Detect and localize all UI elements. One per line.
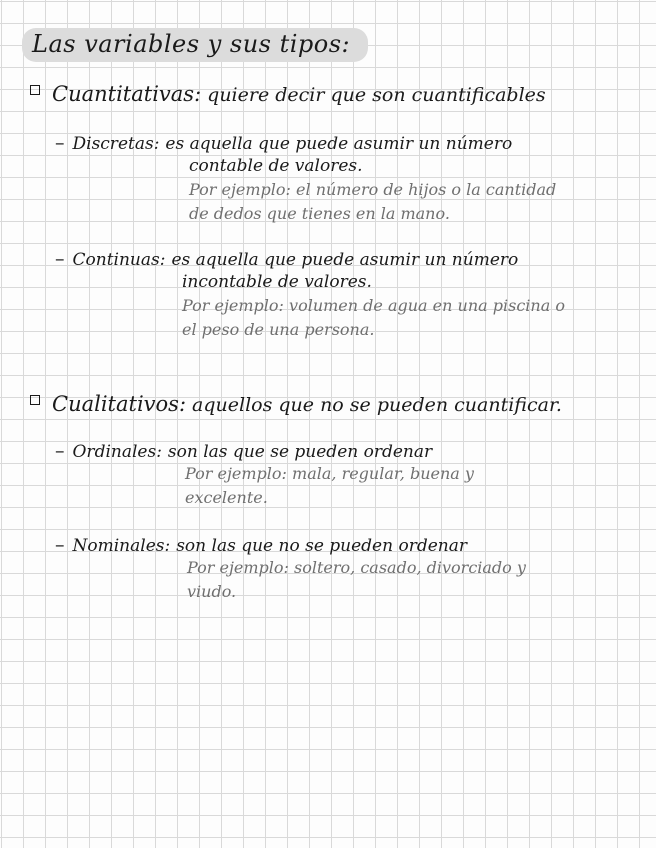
section-description: quiere decir que son cuantificables xyxy=(207,84,546,106)
dash-bullet-icon: – xyxy=(55,132,65,154)
section-cuantitativas xyxy=(30,82,546,106)
section-cualitativos xyxy=(30,392,562,416)
page-title: Las variables y sus tipos: xyxy=(32,30,351,58)
example-line: viudo. xyxy=(187,582,237,601)
subtype-continuas xyxy=(55,248,645,342)
subtype-name: Nominales: xyxy=(72,536,171,556)
section-title: Cuantitativas: xyxy=(52,82,202,106)
title-highlight xyxy=(22,28,368,62)
section-title: Cualitativos: xyxy=(52,392,187,416)
example-line: excelente. xyxy=(185,488,268,507)
subtype-name: Ordinales: xyxy=(72,442,162,462)
example-line: Por ejemplo: soltero, casado, divorciado y xyxy=(187,558,526,577)
dash-bullet-icon: – xyxy=(55,440,65,462)
example-line: el peso de una persona. xyxy=(182,320,375,339)
checkbox-square-icon xyxy=(30,395,40,405)
subtype-description: es aquella que puede asumir un número xyxy=(171,250,519,270)
subtype-description: son las que se pueden ordenar xyxy=(167,442,433,462)
subtype-name: Continuas: xyxy=(72,250,166,270)
subtype-ordinales xyxy=(55,440,645,510)
checkbox-square-icon xyxy=(30,85,40,95)
subtype-discretas xyxy=(55,132,645,226)
subtype-description: son las que no se pueden ordenar xyxy=(176,536,467,556)
example-line: Por ejemplo: volumen de agua en una piscina o xyxy=(182,296,565,315)
dash-bullet-icon: – xyxy=(55,534,65,556)
example-line: Por ejemplo: el número de hijos o la cantidad xyxy=(189,180,557,199)
dash-bullet-icon: – xyxy=(55,248,65,270)
subtype-description: es aquella que puede asumir un número xyxy=(165,134,513,154)
example-line: de dedos que tienes en la mano. xyxy=(189,204,450,223)
subtype-nominales xyxy=(55,534,645,604)
subtype-description-continued: contable de valores. xyxy=(189,156,363,176)
subtype-description-continued: incontable de valores. xyxy=(182,272,372,292)
section-description: aquellos que no se pueden cuantificar. xyxy=(192,394,562,416)
example-line: Por ejemplo: mala, regular, buena y xyxy=(185,464,474,483)
subtype-name: Discretas: xyxy=(72,134,160,154)
